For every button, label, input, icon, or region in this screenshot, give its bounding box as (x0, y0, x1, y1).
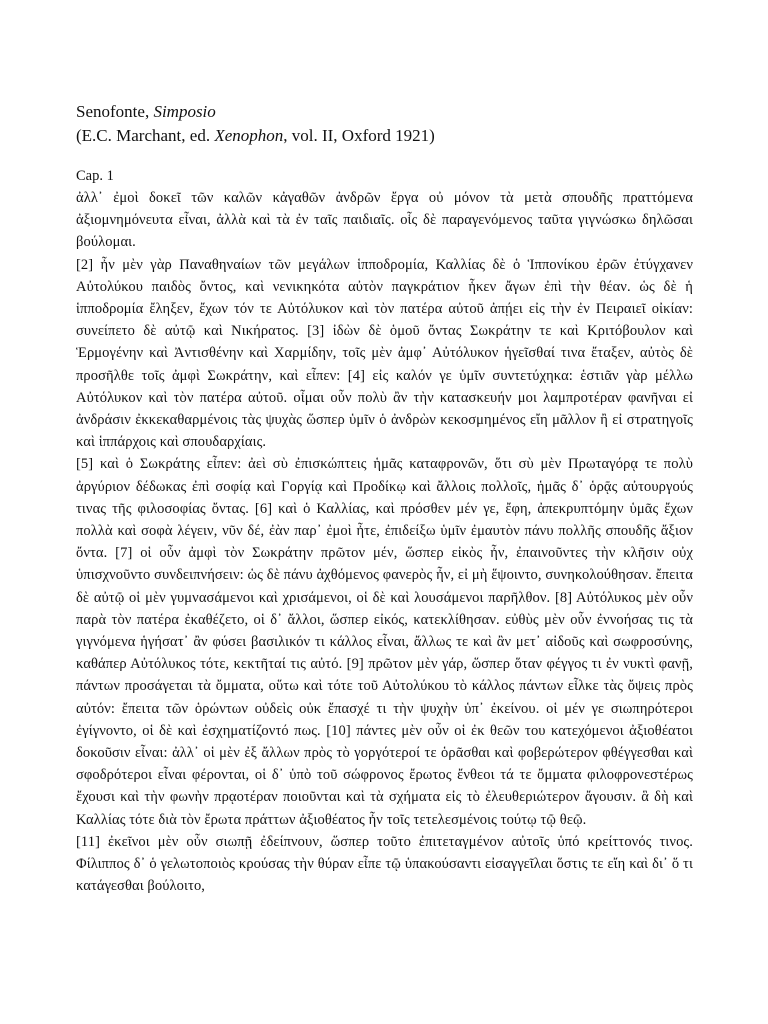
work-title-line: Senofonte, Simposio (76, 102, 216, 121)
paragraph-3: [5] καὶ ὁ Σωκράτης εἶπεν: ἀεὶ σὺ ἐπισκώπτεις ἡμᾶς καταφρονῶν, ὅτι σὺ μὲν Πρωταγόρᾳ τε πολὺ ἀργύριον δέδωκας ἐπὶ σοφίᾳ καὶ Γοργίᾳ καὶ Προδίκῳ καὶ ἄλλοις πολλοῖς, ἡμᾶς δ᾽ ὁρᾷς αὐτουργούς τινας τῆς φιλοσοφίας ὄντας. [6] καὶ ὁ Καλλίας, καὶ πρόσθεν μέν γε, ἔφη, ἀπεκρυπτόμην ὑμᾶς ἔχων πολλὰ καὶ σοφὰ λέγειν, νῦν δέ, ἐὰν παρ᾽ ἐμοὶ ἦτε, ἐπιδείξω ὑμῖν ἐμαυτὸν πάνυ πολλῆς σπουδῆς ἄξιον ὄντα. [7] οἱ οὖν ἀμφὶ τὸν Σωκράτην πρῶτον μέν, ὥσπερ εἰκὸς ἦν, ἐπαινοῦντες τὴν κλῆσιν οὐχ ὑπισχνοῦντο συνδειπνήσειν: ὡς δὲ πάνυ ἀχθόμενος φανερὸς ἦν, εἰ μὴ ἕψοιντο, συνηκολούθησαν. ἔπειτα δὲ αὐτῷ οἱ μὲν γυμνασάμενοι καὶ χρισάμενοι, οἱ δὲ καὶ λουσάμενοι παρῆλθον. [8] Αὐτόλυκος μὲν οὖν παρὰ τὸν πατέρα ἐκαθέζετο, οἱ δ᾽ ἄλλοι, ὥσπερ εἰκός, κατεκλίθησαν. εὐθὺς μὲν οὖν ἐννοήσας τις τὰ γιγνόμενα ἡγήσατ᾽ ἂν φύσει βασιλικόν τι κάλλος εἶναι, ἄλλως τε καὶ ἂν μετ᾽ αἰδοῦς καὶ σωφροσύνης, καθάπερ Αὐτόλυκος τότε, κεκτῆταί τις αὐτό. [9] πρῶτον μὲν γάρ, ὥσπερ ὅταν φέγγος τι ἐν νυκτὶ φανῇ, πάντων προσάγεται τὰ ὄμματα, οὕτω καὶ τότε τοῦ Αὐτολύκου τὸ κάλλος πάντων εἷλκε τὰς ὄψεις πρὸς αὐτόν: ἔπειτα τῶν ὁρώντων οὐδεὶς οὐκ ἔπασχέ τι τὴν ψυχὴν ὑπ᾽ ἐκείνου. οἱ μέν γε σιωπηρότεροι ἐγίγνοντο, οἱ δὲ καὶ ἐσχηματίζοντό πως. [10] πάντες μὲν οὖν οἱ ἐκ θεῶν του κατεχόμενοι ἀξιοθέατοι δοκοῦσιν εἶναι: ἀλλ᾽ οἱ μὲν ἐξ ἄλλων πρὸς τὸ γοργότεροί τε ὁρᾶσθαι καὶ φοβερώτερον φθέγγεσθαι καὶ σφοδρότεροι εἶναι φέρονται, οἱ δ᾽ ὑπὸ τοῦ σώφρονος ἔρωτος ἔνθεοι τά τε ὄμματα φιλοφρονεστέρως ἔχουσι καὶ τὴν φωνὴν πρᾳοτέραν ποιοῦνται καὶ τὰ σχήματα εἰς τὸ ἐλευθεριώτερον ἄγουσιν. ἃ δὴ καὶ Καλλίας τότε διὰ τὸν ἔρωτα πράττων ἀξιοθέατος ἦν τοῖς τετελεσμένοις τούτῳ τῷ θεῷ. (76, 456, 693, 828)
author-name: Senofonte (76, 102, 145, 121)
paragraph-2: [2] ἦν μὲν γὰρ Παναθηναίων τῶν μεγάλων ἱπποδρομία, Καλλίας δὲ ὁ Ἱππονίκου ἐρῶν ἐτύγχανεν Αὐτολύκου παιδὸς ὄντος, καὶ νενικηκότα αὐτὸν παγκράτιον ἧκεν ἄγων ἐπὶ τὴν θέαν. ὡς δὲ ἡ ἱπποδρομία ἔληξεν, ἔχων τόν τε Αὐτόλυκον καὶ τὸν πατέρα αὐτοῦ ἀπῄει εἰς τὴν ἐν Πειραιεῖ οἰκίαν: συνείπετο δὲ αὐτῷ καὶ Νικήρατος. [3] ἰδὼν δὲ ὁμοῦ ὄντας Σωκράτην τε καὶ Κριτόβουλον καὶ Ἑρμογένην καὶ Ἀντισθένην καὶ Χαρμίδην, τοῖς μὲν ἀμφ᾽ Αὐτόλυκον ἡγεῖσθαί τινα ἔταξεν, αὐτὸς δὲ προσῆλθε τοῖς ἀμφὶ Σωκράτην, καὶ εἶπεν: [4] εἰς καλόν γε ὑμῖν συντετύχηκα: ἑστιᾶν γὰρ μέλλω Αὐτόλυκον καὶ τὸν πατέρα αὐτοῦ. οἶμαι οὖν πολὺ ἂν τὴν κατασκευήν μοι λαμπροτέραν φανῆναι εἰ ἀνδράσιν ἐκκεκαθαρμένοις τὰς ψυχὰς ὥσπερ ὑμῖν ὁ ἀνδρὼν κεκοσμημένος εἴη μᾶλλον ἢ εἰ στρατηγοῖς καὶ ἱππάρχοις καὶ σπουδαρχίαις. (76, 256, 693, 451)
paragraph-4: [11] ἐκεῖνοι μὲν οὖν σιωπῇ ἐδείπνουν, ὥσπερ τοῦτο ἐπιτεταγμένον αὐτοῖς ὑπό κρείττονός τινος. Φίλιππος δ᾽ ὁ γελωτοποιὸς κρούσας τὴν θύραν εἶπε τῷ ὑπακούσαντι εἰσαγγεῖλαι ὅστις τε εἴη καὶ δι᾽ ὅ τι κατάγεσθαι βούλοιτο, (76, 833, 693, 895)
paragraph-1: ἀλλ᾽ ἐμοὶ δοκεῖ τῶν καλῶν κἀγαθῶν ἀνδρῶν ἔργα οὐ μόνον τὰ μετὰ σπουδῆς πραττόμενα ἀξιομνημόνευτα εἶναι, ἀλλὰ καὶ τὰ ἐν ταῖς παιδιαῖς. οἷς δὲ παραγενόμενος ταῦτα γιγνώσκω δηλῶσαι βούλομαι. (76, 190, 693, 251)
chapter-heading: Cap. 1 (76, 168, 114, 184)
document-page (76, 100, 693, 898)
edition-title: Xenophon (214, 126, 284, 145)
work-title: Simposio (153, 102, 216, 121)
edition-line: (E.C. Marchant, ed. Xenophon, vol. II, Oxford 1921) (76, 126, 435, 145)
